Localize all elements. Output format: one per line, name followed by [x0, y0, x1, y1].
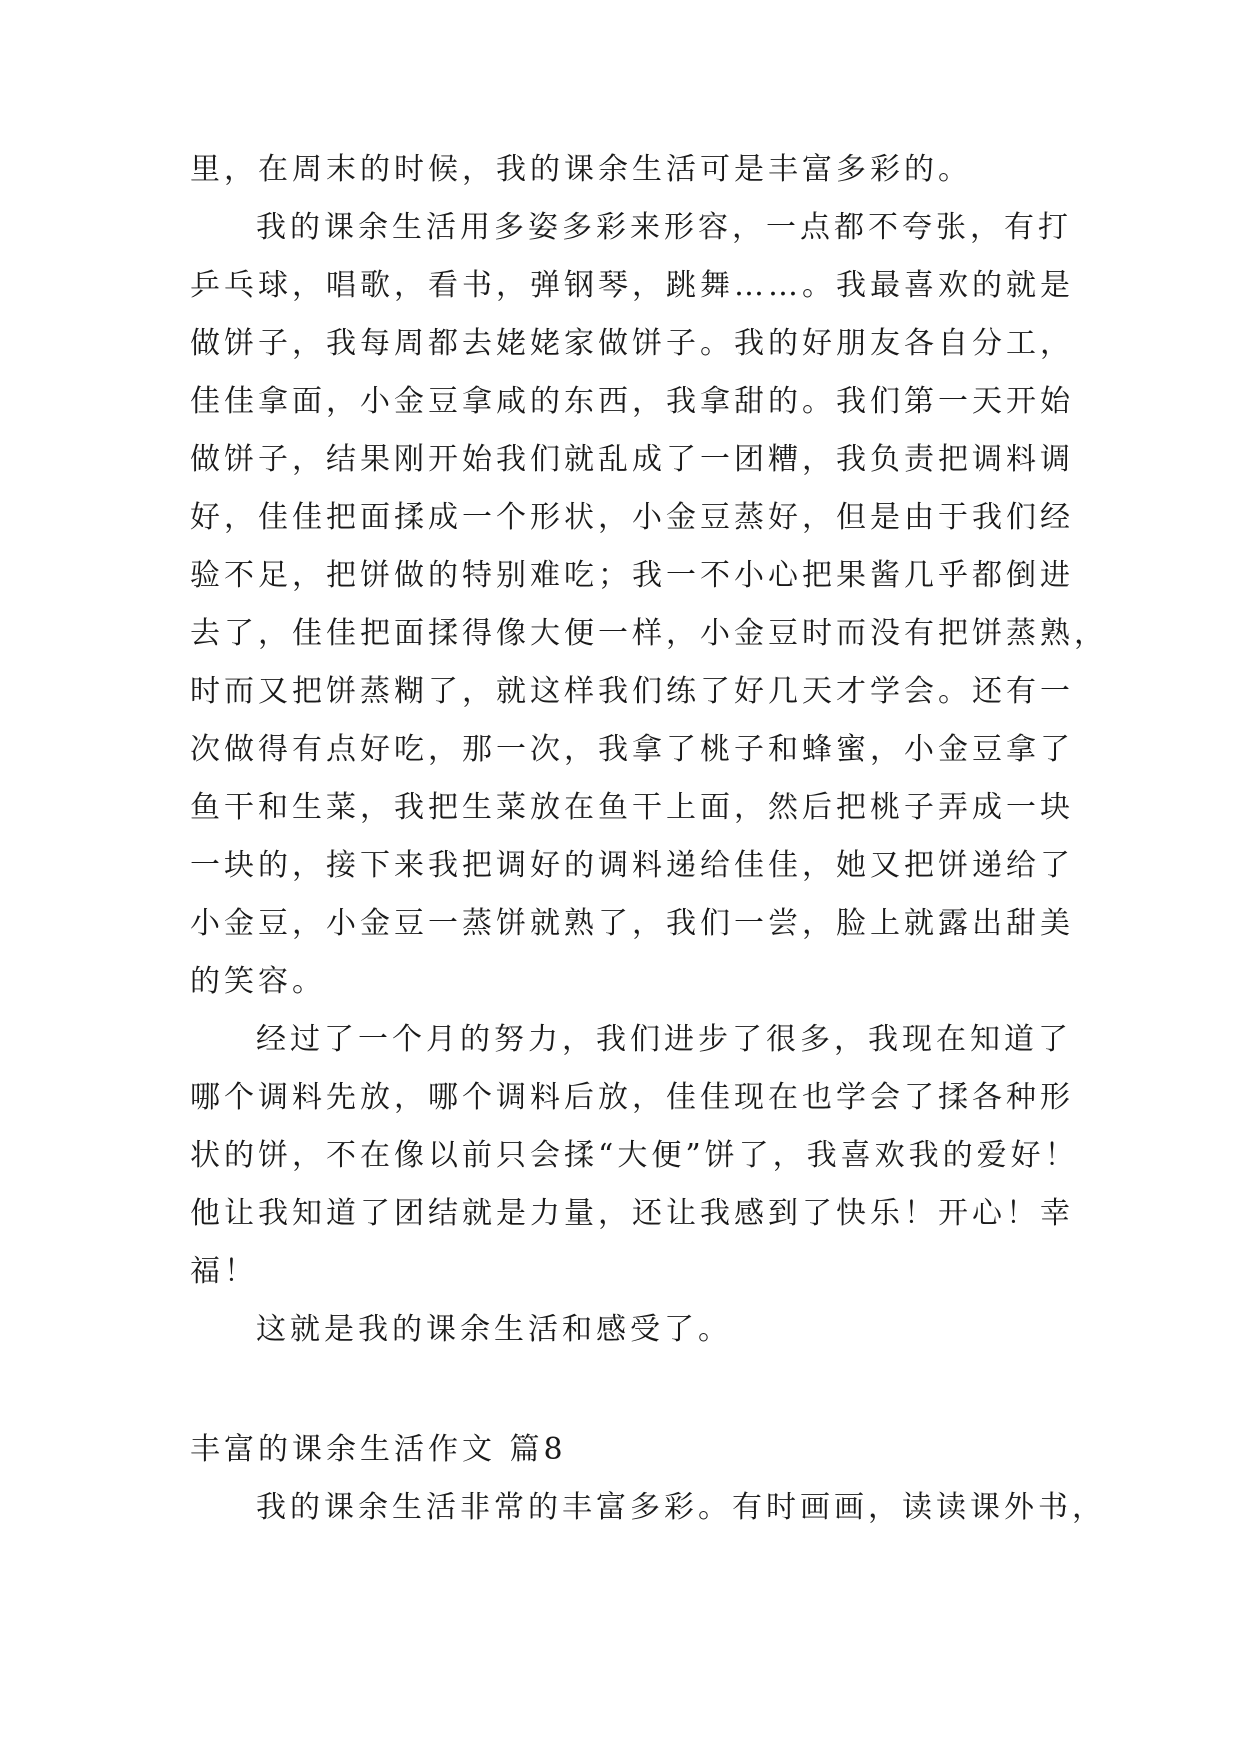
text-line: 去了，佳佳把面揉得像大便一样，小金豆时而没有把饼蒸熟，: [190, 616, 1108, 651]
paragraph-start-line: 这就是我的课余生活和感受了。: [256, 1312, 732, 1347]
text-line: 做饼子，结果刚开始我们就乱成了一团糟，我负责把调料调: [190, 442, 1074, 477]
text-line: 佳佳拿面，小金豆拿咸的东西，我拿甜的。我们第一天开始: [190, 384, 1074, 419]
text-line: 次做得有点好吃，那一次，我拿了桃子和蜂蜜，小金豆拿了: [190, 732, 1074, 767]
text-line: 好，佳佳把面揉成一个形状，小金豆蒸好，但是由于我们经: [190, 500, 1074, 535]
text-line: 乒乓球，唱歌，看书，弹钢琴，跳舞……。我最喜欢的就是: [190, 268, 1074, 303]
text-line: 他让我知道了团结就是力量，还让我感到了快乐！开心！幸: [190, 1196, 1074, 1231]
text-line: 验不足，把饼做的特别难吃；我一不小心把果酱几乎都倒进: [190, 558, 1074, 593]
section-heading: 丰富的课余生活作文 篇8: [190, 1432, 567, 1467]
text-line: 时而又把饼蒸糊了，就这样我们练了好几天才学会。还有一: [190, 674, 1074, 709]
text-line: 福！: [190, 1254, 258, 1289]
text-line: 小金豆，小金豆一蒸饼就熟了，我们一尝，脸上就露出甜美: [190, 906, 1074, 941]
text-line: 的笑容。: [190, 964, 326, 999]
text-line: 哪个调料先放，哪个调料后放，佳佳现在也学会了揉各种形: [190, 1080, 1074, 1115]
paragraph-start-line: 我的课余生活用多姿多彩来形容，一点都不夸张，有打: [256, 210, 1072, 245]
text-line: 一块的，接下来我把调好的调料递给佳佳，她又把饼递给了: [190, 848, 1074, 883]
text-line: 鱼干和生菜，我把生菜放在鱼干上面，然后把桃子弄成一块: [190, 790, 1074, 825]
text-line: 状的饼，不在像以前只会揉“大便”饼了，我喜欢我的爱好！: [190, 1138, 1079, 1173]
paragraph-start-line: 我的课余生活非常的丰富多彩。有时画画，读读课外书，: [256, 1490, 1106, 1525]
text-line: 做饼子，我每周都去姥姥家做饼子。我的好朋友各自分工，: [190, 326, 1074, 361]
text-line: 里，在周末的时候，我的课余生活可是丰富多彩的。: [190, 152, 972, 187]
paragraph-start-line: 经过了一个月的努力，我们进步了很多，我现在知道了: [256, 1022, 1072, 1057]
